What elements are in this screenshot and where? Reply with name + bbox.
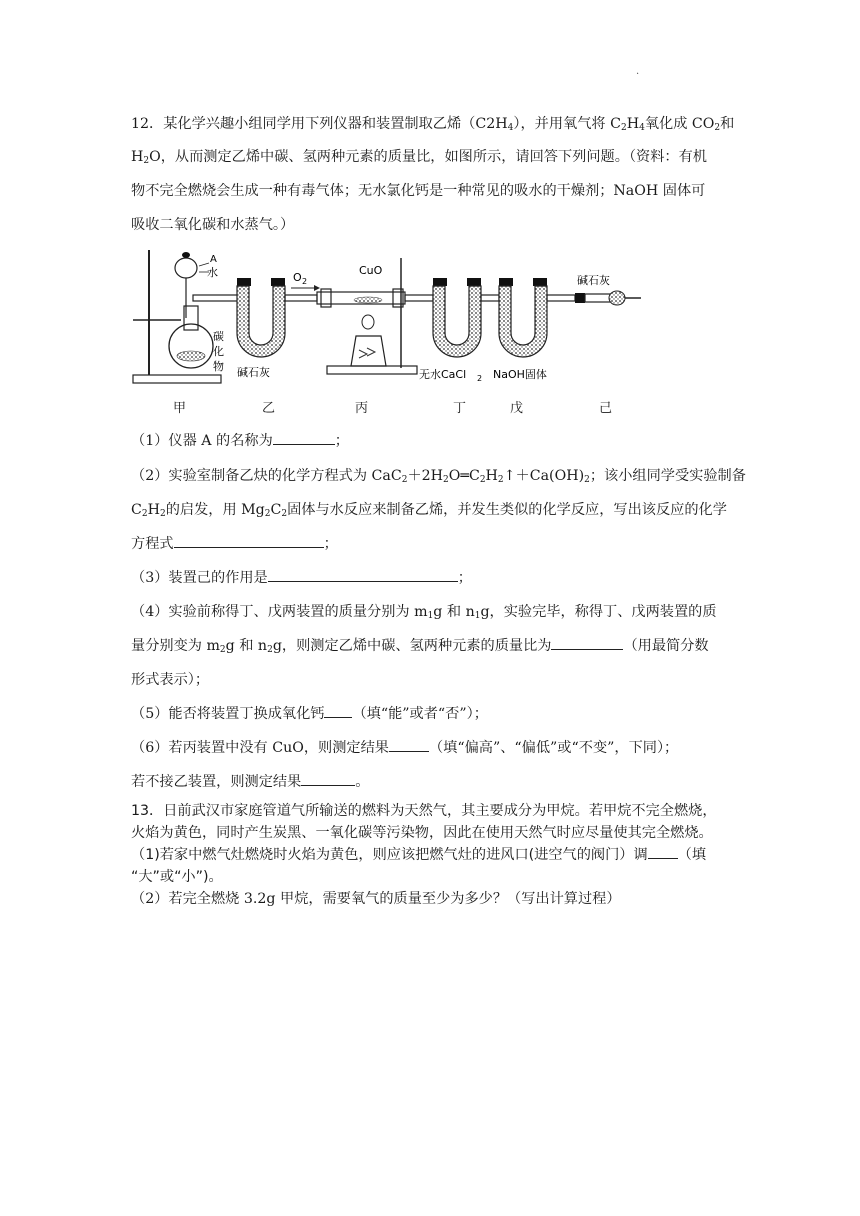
q12-part6-line1: （6）若丙装置中没有 CuO，则测定结果 （填“偏高”、“偏低”或“不变”，下同）； (131, 737, 678, 757)
label-water: 水 (207, 266, 218, 279)
svg-text:2: 2 (477, 374, 483, 383)
q13-part1-line1: （1)若家中燃气灶燃烧时火焰为黄色，则应该把燃气灶的进风口(进空气的阀门）调 （填 (131, 844, 706, 864)
q12-part4-line2: 量分别变为 $m_2g$ 和 $n_2g$，则测定乙烯中碳、氢两种元素的质量比为 （用最简分数 (131, 635, 709, 655)
q12-intro-line1: 12．某化学兴趣小组同学用下列仪器和装置制取乙烯$(C2H_4)$，并用氧气将 $C_2H_4$氧化成 $CO_2$和 (131, 116, 735, 133)
label-naoh: NaOH固体 (493, 368, 547, 381)
label-sodalime-ji: 碱石灰 (577, 274, 610, 287)
answer-blank-2[interactable] (174, 533, 324, 548)
q12-part2-line1: （2）实验室制备乙炔的化学方程式为 $CaC_2+2H_2O═C_2H_2↑+Ca(OH)_2$；该小组同学受实验制备 (131, 468, 746, 485)
q13-line1: 13．日前武汉市家庭管道气所输送的燃料为天然气，其主要成分为甲烷。若甲烷不完全燃烧， (131, 803, 717, 819)
apparatus-figure (131, 248, 651, 393)
q12-intro-line3: 物不完全燃烧会生成一种有毒气体；无水氯化钙是一种常见的吸水的干燥剂；NaOH 固体可 (131, 183, 706, 199)
q13-line2: 火焰为黄色，同时产生炭黑、一氧化碳等污染物，因此在使用天然气时应尽量使其完全燃烧。 (131, 825, 713, 841)
station-label-wu: 戊 (510, 401, 524, 416)
answer-blank-5[interactable] (324, 703, 352, 718)
q13-part1-line2: “大”或“小”)。 (131, 869, 223, 885)
flask-stand (133, 250, 245, 383)
answer-blank-6[interactable] (389, 737, 429, 752)
station-label-ji: 己 (599, 401, 613, 416)
q12-part2-line3: 方程式 ； (131, 533, 338, 553)
answer-blank-1[interactable] (273, 430, 335, 445)
q13-part2: （2）若完全燃烧 3.2g 甲烷，需要氧气的质量至少为多少？（写出计算过程） (131, 891, 621, 907)
label-cuo: CuO (359, 264, 383, 277)
q12-part2-line2: $C_2H_2$的启发，用 $Mg_2C_2$固体与水反应来制备乙烯，并发生类似的化学反应，写出该反应的化学 (131, 502, 727, 519)
q12-part4-line3: 形式表示）； (131, 672, 210, 688)
answer-blank-3[interactable] (268, 567, 458, 582)
corner-mark: . (636, 66, 640, 77)
answer-blank-q13-1[interactable] (648, 844, 678, 859)
u-tube-yi (237, 278, 317, 357)
q12-intro-line4: 吸收二氧化碳和水蒸气。） (131, 217, 295, 233)
label-carbide-1: 碳 (213, 330, 224, 343)
label-cacl2: 无水CaCl (419, 368, 467, 381)
station-label-ding: 丁 (453, 401, 467, 416)
answer-blank-7[interactable] (301, 771, 355, 786)
svg-text:2: 2 (302, 277, 308, 286)
answer-blank-4[interactable] (551, 635, 623, 650)
label-a: A (210, 254, 217, 265)
q12-part5: （5）能否将装置丁换成氧化钙 （填“能”或者“否”）； (131, 703, 488, 723)
label-o2: O (293, 271, 302, 284)
q12-part3: （3）装置己的作用是 ； (131, 567, 472, 587)
u-tube-ding (433, 278, 499, 357)
u-tube-wu (499, 278, 575, 357)
q12-part1: （1）仪器 A 的名称为 ； (131, 430, 349, 450)
q12-intro-line2: $H_2O$，从而测定乙烯中碳、氢两种元素的质量比，如图所示，请回答下列问题。（资料：有机 (131, 149, 707, 166)
station-label-jia: 甲 (173, 401, 187, 416)
label-sodalime-yi: 碱石灰 (237, 366, 270, 379)
station-label-yi: 乙 (262, 401, 276, 416)
station-label-bing: 丙 (355, 401, 369, 416)
label-carbide-2: 化 (213, 345, 224, 358)
q12-part6-line2: 若不接乙装置，则测定结果 。 (131, 771, 369, 791)
label-carbide-3: 物 (213, 360, 224, 373)
drying-tube-ji (575, 291, 641, 305)
q12-part4-line1: （4）实验前称得丁、戊两装置的质量分别为 $m_1g$ 和 $n_1g$，实验完毕，称得丁、戊两装置的质 (131, 604, 717, 621)
